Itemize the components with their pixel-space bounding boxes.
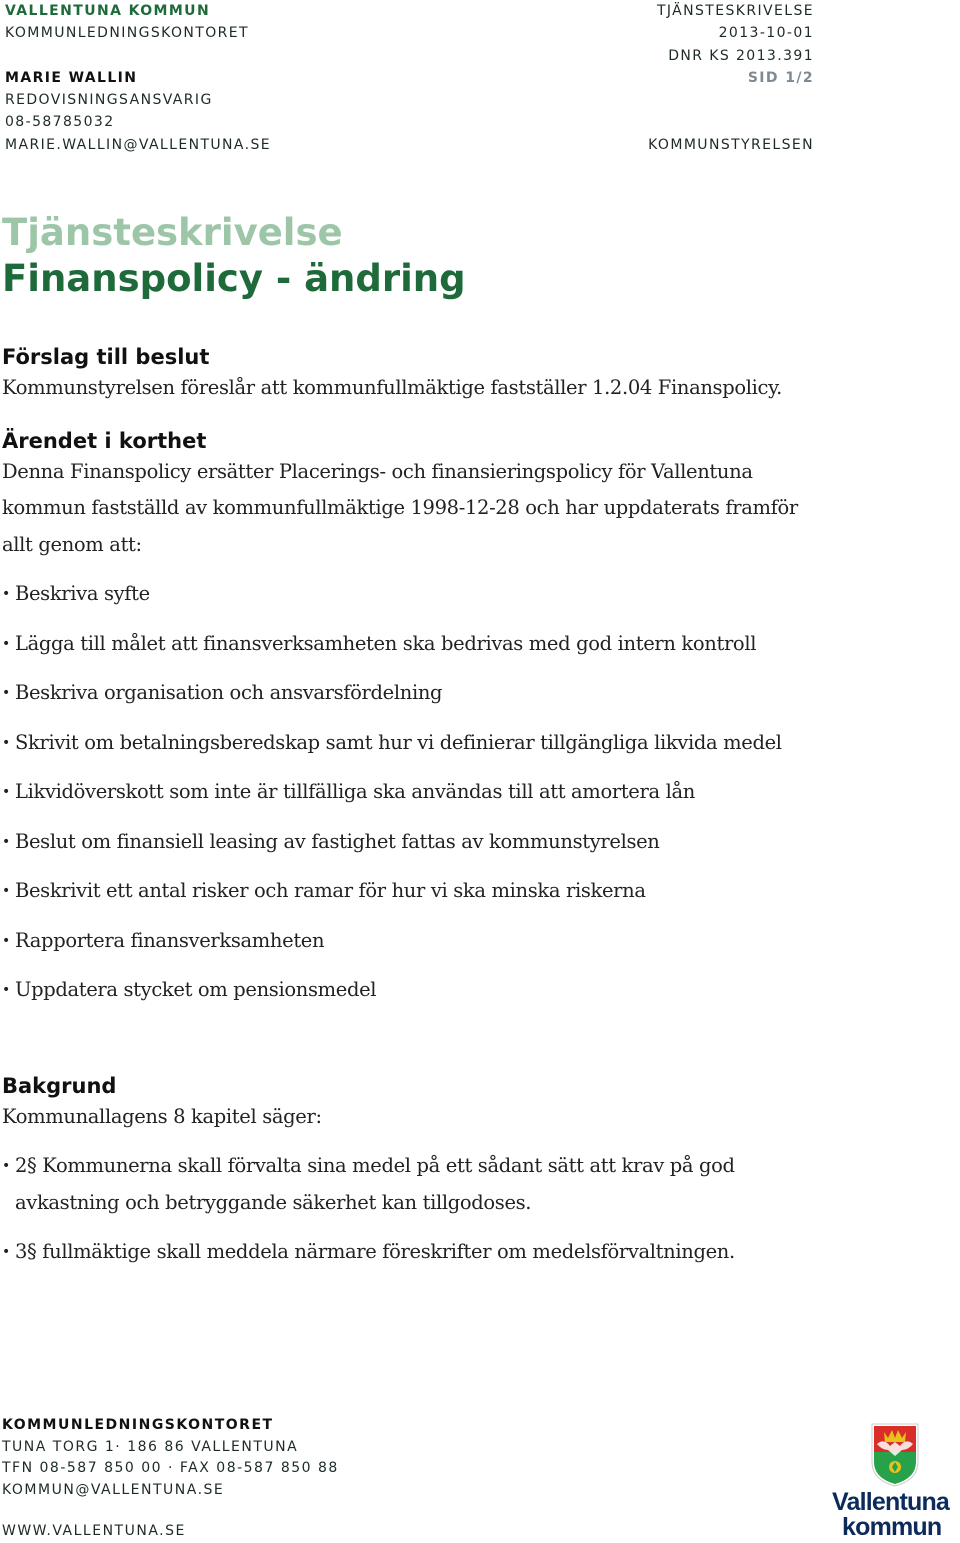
doc-type: TJÄNSTESKRIVELSE	[656, 3, 814, 19]
footer-email[interactable]: KOMMUN@VALLENTUNA.SE	[2, 1481, 225, 1498]
page-indicator: SID 1/2	[747, 69, 814, 86]
recipient: KOMMUNSTYRELSEN	[648, 136, 814, 153]
document-title	[2, 210, 466, 302]
org-name: VALLENTUNA KOMMUN	[5, 3, 211, 19]
section-heading-arendet: Ärendet i korthet	[2, 428, 207, 453]
contact-role: REDOVISNINGSANSVARIG	[5, 92, 213, 109]
footer-website[interactable]: WWW.VALLENTUNA.SE	[2, 1523, 186, 1539]
list-item: • Lägga till målet att finansverksamheten ska bedrivas med god intern kontroll	[2, 626, 942, 663]
footer-department: KOMMUNLEDNINGSKONTORET	[2, 1417, 274, 1433]
document-body	[2, 340, 942, 1284]
bakgrund-intro: Kommunallagens 8 kapitel säger:	[2, 1104, 322, 1128]
bullet-icon: •	[2, 1244, 10, 1260]
contact-email[interactable]: MARIE.WALLIN@VALLENTUNA.SE	[5, 136, 272, 153]
list-item: • 3§ fullmäktige skall meddela närmare föreskrifter om medelsförvaltningen.	[2, 1234, 942, 1271]
arendet-bullet-list	[2, 576, 942, 1009]
list-item: • Beskriva syfte	[2, 576, 942, 613]
list-item: • Rapportera finansverksamheten	[2, 923, 942, 960]
bakgrund-bullet-list	[2, 1148, 942, 1271]
bullet-icon: •	[2, 784, 10, 800]
arendet-intro-line: allt genom att:	[2, 532, 142, 556]
title-line-1: Tjänsteskrivelse	[2, 211, 343, 254]
coat-of-arms-icon	[832, 1422, 960, 1488]
list-item: • 2§ Kommunerna skall förvalta sina medel på ett sådant sätt att krav på god avkastning och betryggande säkerhet kan tillgodoses.	[2, 1148, 942, 1221]
bullet-icon: •	[2, 685, 10, 701]
list-item: • Beslut om finansiell leasing av fastighet fattas av kommunstyrelsen	[2, 824, 942, 861]
footer	[2, 1415, 339, 1543]
contact-phone: 08-58785032	[5, 114, 115, 131]
contact-name: MARIE WALLIN	[5, 69, 138, 86]
list-item: • Uppdatera stycket om pensionsmedel	[2, 972, 942, 1009]
header-left	[5, 0, 271, 156]
bullet-icon: •	[2, 635, 10, 652]
header-right	[648, 0, 814, 156]
bullet-icon: •	[2, 586, 10, 602]
list-item: • Likvidöverskott som inte är tillfälliga ska användas till att amortera lån	[2, 774, 942, 811]
title-line-2: Finanspolicy - ändring	[2, 257, 466, 300]
footer-phone-fax: TFN 08-587 850 00 · FAX 08-587 850 88	[2, 1460, 339, 1476]
bullet-icon: •	[2, 833, 10, 850]
list-item: • Beskrivit ett antal risker och ramar för hur vi ska minska riskerna	[2, 873, 942, 910]
forslag-text: Kommunstyrelsen föreslår att kommunfullmäktige fastställer 1.2.04 Finanspolicy.	[2, 376, 783, 399]
section-heading-forslag: Förslag till beslut	[2, 345, 210, 369]
bullet-icon: •	[2, 734, 10, 751]
bullet-icon: •	[2, 982, 10, 998]
bullet-icon: •	[2, 932, 10, 949]
section-heading-bakgrund: Bakgrund	[2, 1073, 117, 1098]
doc-date: 2013-10-01	[718, 25, 814, 42]
logo-text-line-1: Vallentuna	[832, 1488, 950, 1516]
arendet-intro-line: Denna Finanspolicy ersätter Placerings- och finansieringspolicy för Vallentuna	[2, 459, 753, 483]
logo-text-line-2: kommun	[842, 1513, 942, 1541]
list-item: • Beskriva organisation och ansvarsfördelning	[2, 675, 942, 712]
department-name: KOMMUNLEDNINGSKONTORET	[5, 25, 249, 42]
bullet-icon: •	[2, 1158, 10, 1174]
footer-address: TUNA TORG 1· 186 86 VALLENTUNA	[2, 1438, 299, 1455]
bullet-icon: •	[2, 883, 10, 899]
vallentuna-logo	[832, 1422, 960, 1539]
doc-dnr: DNR KS 2013.391	[668, 47, 814, 64]
arendet-intro-line: kommun fastställd av kommunfullmäktige 1998-12-28 och har uppdaterats framför	[2, 496, 798, 519]
list-item: • Skrivit om betalningsberedskap samt hur vi definierar tillgängliga likvida medel	[2, 725, 942, 762]
